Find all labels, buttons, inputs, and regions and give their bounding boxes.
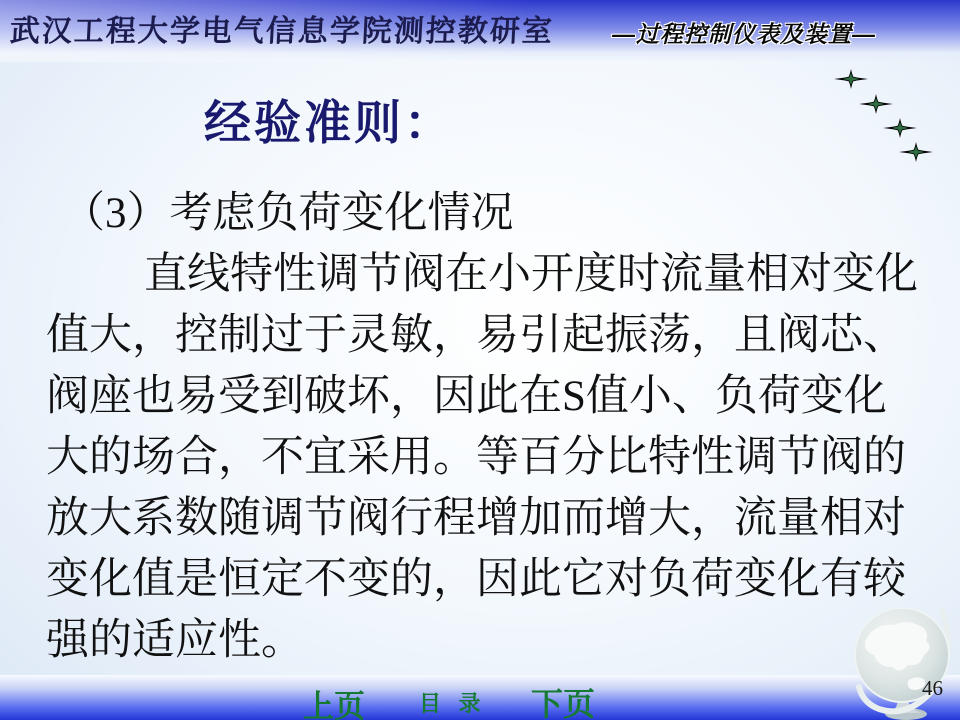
body-line: （3）考虑负荷变化情况: [62, 190, 514, 237]
sparkle-icon: [899, 142, 933, 162]
sparkle-icon: [859, 94, 893, 114]
header-left-text: 武汉工程大学电气信息学院测控教研室: [8, 15, 555, 48]
body-line: 值大，控制过于灵敏，易引起振荡，且阀芯、: [46, 312, 906, 359]
header: [0, 0, 960, 62]
header-right-text: —过程控制仪表及装置—: [612, 21, 876, 47]
body-text: [46, 183, 922, 671]
toc-link[interactable]: 目 录: [419, 691, 487, 716]
body-line: 直线特性调节阀在小开度时流量相对变化: [144, 251, 918, 298]
sparkles: [820, 58, 960, 168]
next-page-link[interactable]: 下页: [531, 686, 596, 720]
body-line: 大的场合，不宜采用。等百分比特性调节阀的: [46, 434, 906, 481]
page-title: 经验准则：: [204, 96, 454, 149]
body-line: 阀座也易受到破坏，因此在S值小、负荷变化: [46, 373, 887, 420]
body-line: 变化值是恒定不变的，因此它对负荷变化有较: [46, 556, 906, 603]
sparkle-icon: [883, 118, 917, 138]
sparkle-icon: [834, 69, 868, 89]
prev-page-link[interactable]: 上页: [303, 689, 365, 720]
page-number: 46: [922, 676, 943, 700]
globe-icon: [846, 595, 958, 720]
body-line: 放大系数随调节阀行程增加而增大，流量相对: [46, 495, 906, 542]
body-line: 强的适应性。: [46, 617, 304, 664]
